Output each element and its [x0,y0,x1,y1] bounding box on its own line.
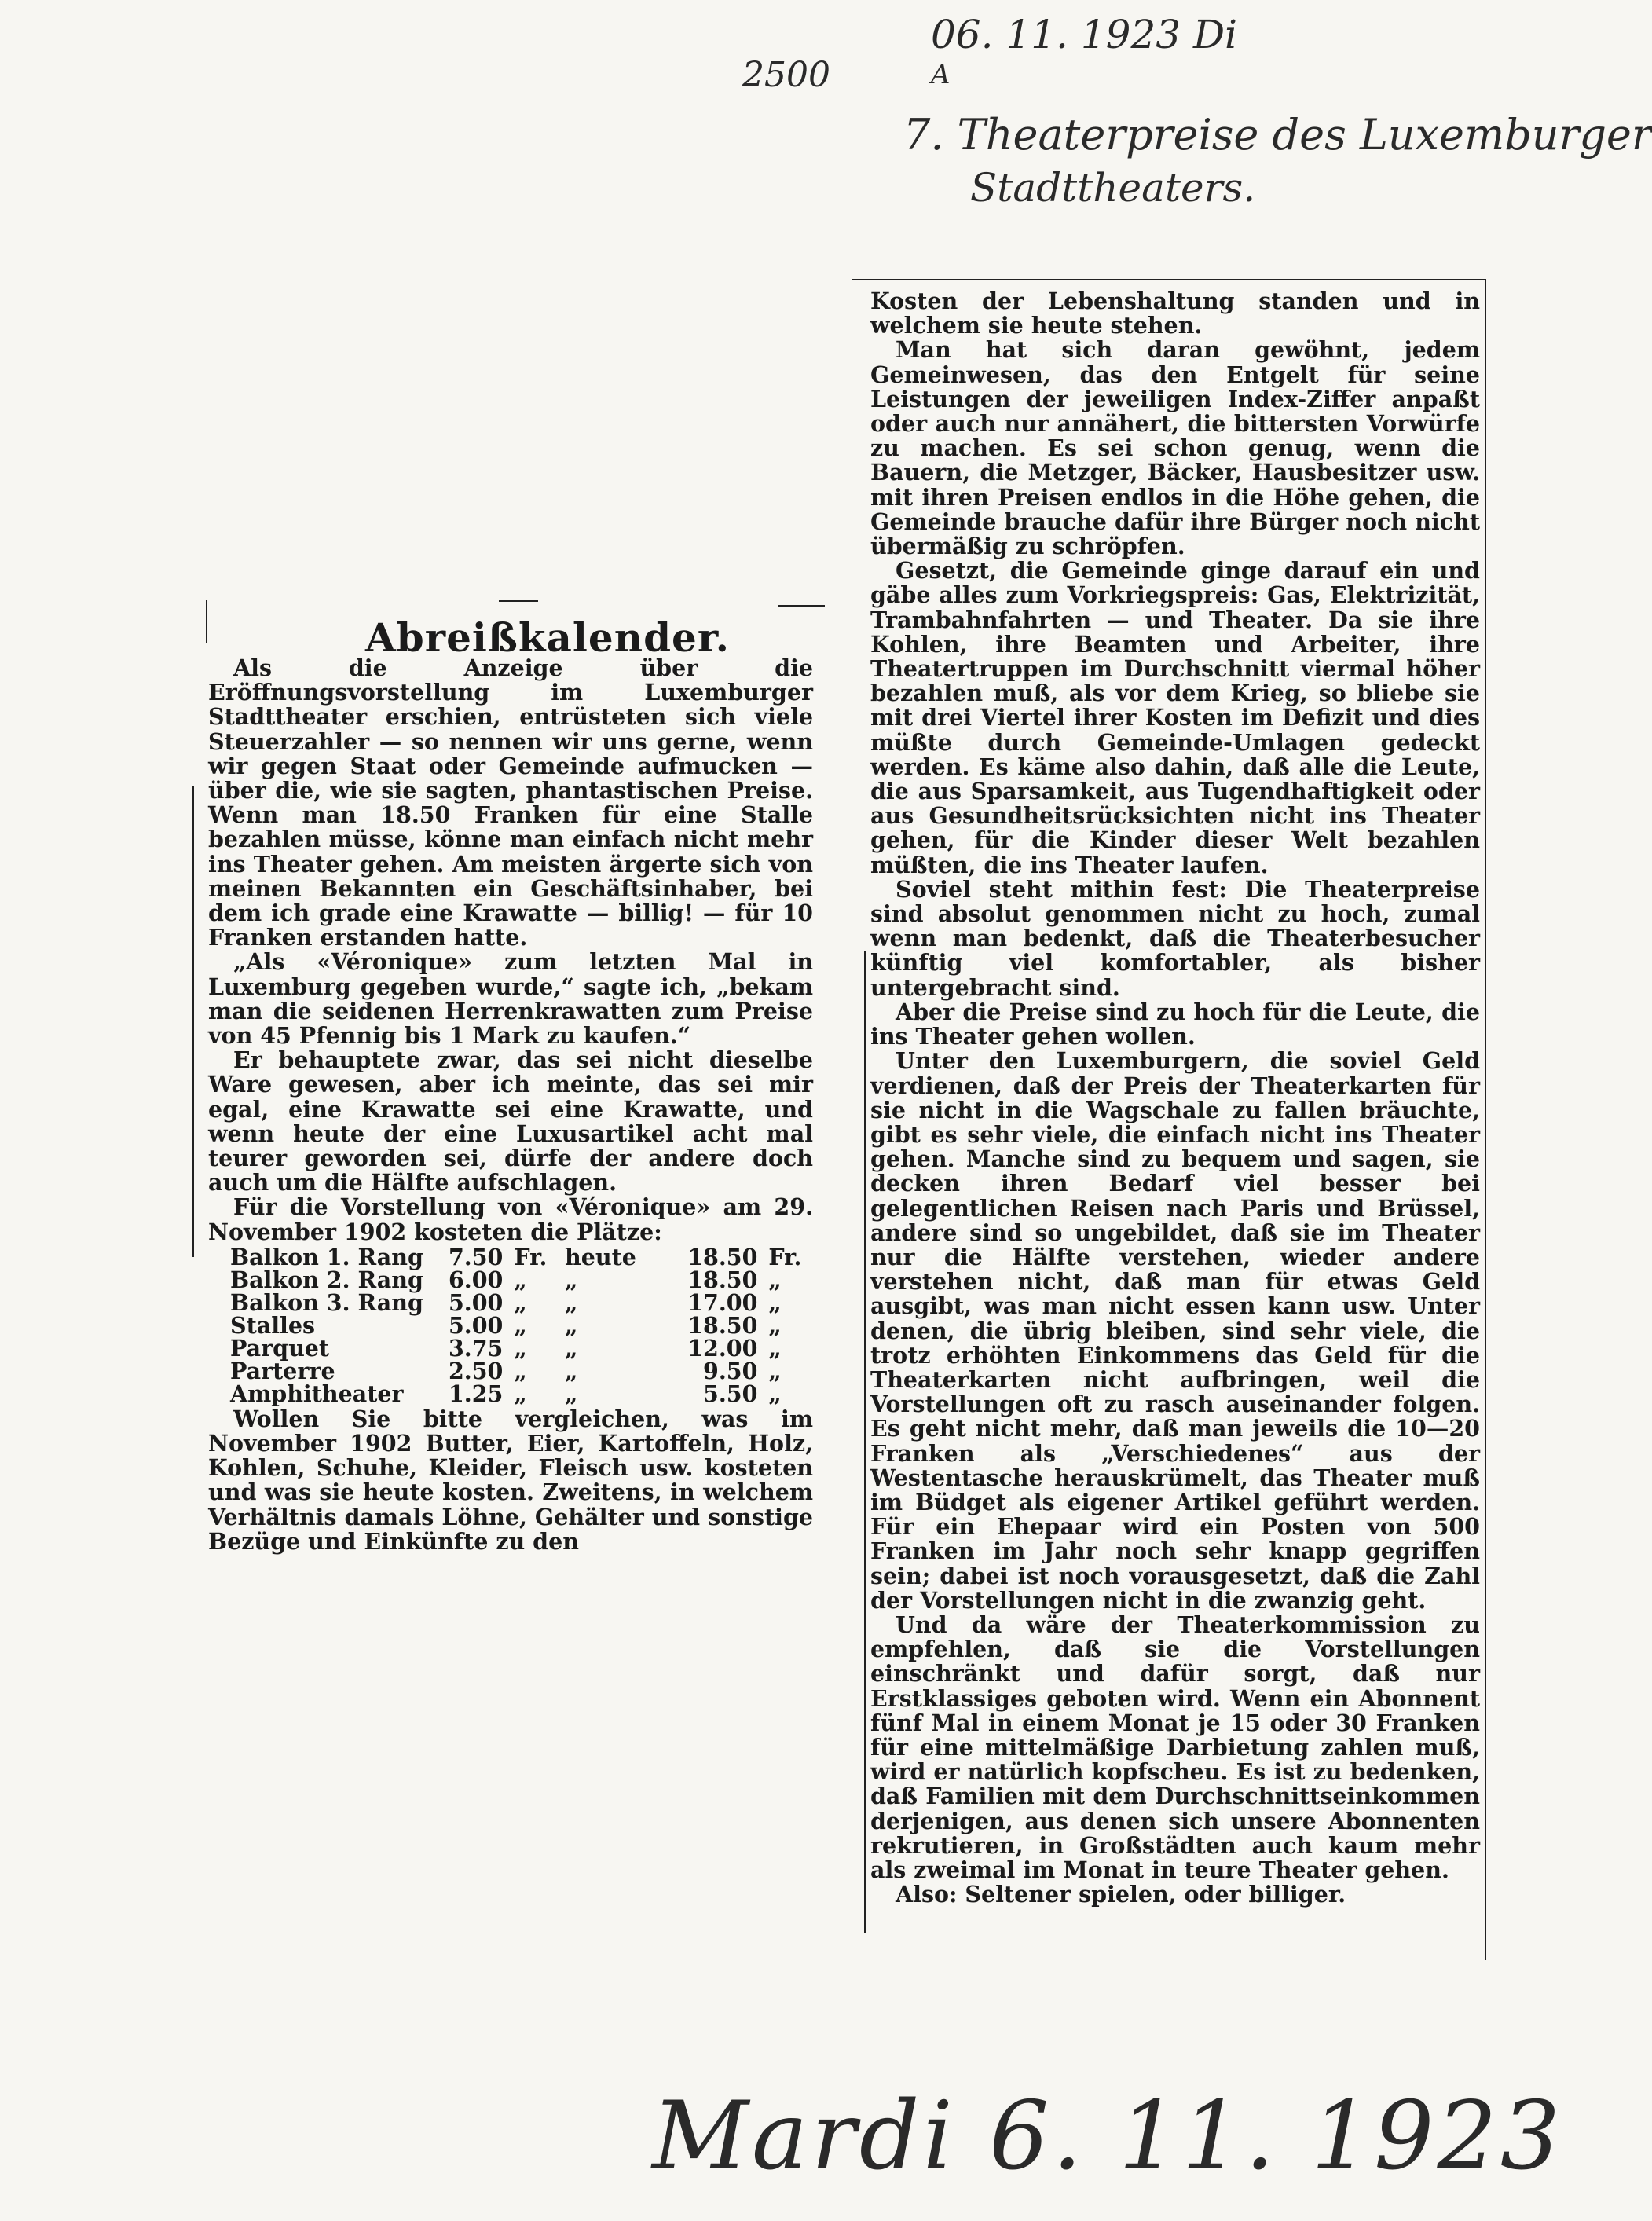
price-1902: 1.25 [448,1380,504,1407]
right-paragraph-4: Soviel steht mithin fest: Die Theaterpreise sind absolut genommen nicht zu hoch, zumal wenn man bedenkt, daß die Theaterbesucher künftig viel komfortabler, als bisher untergebracht sind. [870,875,1480,1001]
price-today-word: „ [565,1288,578,1316]
price-1902: 5.00 [448,1311,504,1339]
article-title: Abreißkalender. [365,614,731,661]
price-today-word: „ [565,1311,578,1339]
price-today: 17.00 [687,1288,758,1316]
price-today-word: „ [565,1334,578,1362]
left-paragraph-4: Für die Vorstellung von «Véronique» am 29. November 1902 kosteten die Plätze: [208,1193,813,1245]
left-paragraph-5: Wollen Sie bitte vergleichen, was im November 1902 Butter, Eier, Kartoffeln, Holz, Kohlen, Schuhe, Kleider, Fleisch usw. kosteten und was sie heute kosten. Zweitens, in welchem Verhältnis damals Löhne, Gehälter und sonstige Bezüge und Einkünfte zu den [208,1405,813,1555]
price-unit: „ [514,1334,527,1362]
price-row [230,1246,813,1269]
price-today-unit: Fr. [768,1243,802,1270]
price-row [230,1360,813,1383]
left-paragraph-2: „Als «Véronique» zum letzten Mal in Luxemburg gegeben wurde,“ sagte ich, „bekam man die seidenen Herrenkrawatten zum Preise von 45 Pfennig bis 1 Mark zu kaufen.“ [208,948,813,1050]
price-seat-name: Stalles [230,1311,316,1339]
right-paragraph-1: Kosten der Lebenshaltung standen und in welchem sie heute stehen. [870,288,1480,339]
price-seat-name: Parquet [230,1334,330,1362]
right-paragraph-8: Also: Seltener spielen, oder billiger. [896,1881,1346,1908]
right-paragraph-5: Aber die Preise sind zu hoch für die Leute, die ins Theater gehen wollen. [870,998,1480,1050]
clipping-edge-right-column-top [852,279,1485,280]
clipping-edge-left-top [206,600,207,643]
right-paragraph-7: Und da wäre der Theaterkommission zu empfehlen, daß sie die Vorstellungen einschränkt und dafür sorgt, daß nur Erstklassiges geboten wird. Wenn ein Abonnent fünf Mal in einem Monat je 15 oder 30 Franken für eine mittelmäßige Darbietung zahlen muß, wird er natürlich kopfscheu. Es ist zu bedenken, daß Familien mit dem Durchschnittseinkommen derjenigen, aus denen sich unsere Abonnenten rekrutieren, in Großstädten auch kaum mehr als zweimal im Monat in teure Theater gehen. [870,1611,1480,1883]
price-today-unit: „ [768,1334,782,1362]
price-table [230,1243,813,1407]
price-unit: „ [514,1288,527,1316]
price-1902: 5.00 [448,1288,504,1316]
price-seat-name: Amphitheater [230,1380,404,1407]
price-seat-name: Balkon 3. Rang [230,1288,423,1316]
price-unit: „ [514,1380,527,1407]
price-1902: 3.75 [448,1334,504,1362]
price-1902: 2.50 [448,1357,504,1384]
price-today: 18.50 [687,1243,758,1270]
price-today: 18.50 [687,1311,758,1339]
price-today: 5.50 [703,1380,758,1407]
price-unit: „ [514,1266,527,1293]
price-1902: 6.00 [448,1266,504,1293]
price-today: 18.50 [687,1266,758,1293]
price-today-unit: „ [768,1357,782,1384]
right-paragraph-3: Gesetzt, die Gemeinde ginge darauf ein und gäbe alles zum Vorkriegspreis: Gas, Elektrizität, Trambahnfahrten — und Theater. Da sie ihre Kohlen, ihre Beamten und Arbeiter, ihre Theatertruppen im Durchschnitt viermal höher bezahlen muß, als vor dem Krieg, so bliebe sie mit drei Viertel ihrer Kosten im Defizit und dies müßte durch Gemeinde-Umlagen gedeckt werden. Es käme also dahin, daß alle die Leute, die aus Sparsamkeit, aus Tugendhaftigkeit oder aus Gesundheitsrücksichten nicht ins Theater gehen, für die Kinder dieser Welt bezahlen müßten, die ins Theater laufen. [870,557,1480,878]
handwritten-mark: A [931,59,951,90]
price-today: 12.00 [687,1334,758,1362]
clipping-edge-left-column-side [192,786,194,1257]
handwritten-note-line1: 7. Theaterpreise des Luxemburger [903,110,1652,159]
price-row [230,1314,813,1337]
price-row [230,1337,813,1360]
clipping-rule-right [778,605,825,607]
price-seat-name: Balkon 2. Rang [230,1266,423,1293]
price-row [230,1292,813,1314]
price-today-unit: „ [768,1288,782,1316]
price-today-word: „ [565,1380,578,1407]
price-today-unit: „ [768,1311,782,1339]
left-paragraph-3: Er behauptete zwar, das sei nicht dieselbe Ware gewesen, aber ich meinte, das sei mir egal, eine Krawatte sei eine Krawatte, und wenn heute der eine Luxusartikel acht mal teurer geworden sei, dürfe der andere doch auch um die Hälfte aufschlagen. [208,1046,813,1197]
price-unit: Fr. [514,1243,548,1270]
price-today: 9.50 [703,1357,758,1384]
article-right-column [870,289,1480,1907]
clipping-rule-title [499,600,538,602]
handwritten-note-line2: Stadttheaters. [970,165,1256,211]
price-row [230,1383,813,1406]
handwritten-date-bottom: Mardi 6. 11. 1923 [652,2082,1564,2191]
handwritten-date-top: 06. 11. 1923 Di [931,12,1238,57]
handwritten-number: 2500 [742,55,830,95]
price-unit: „ [514,1311,527,1339]
price-today-word: „ [565,1357,578,1384]
clipping-edge-right-column-side [1485,279,1486,1960]
price-seat-name: Parterre [230,1357,335,1384]
right-paragraph-6: Unter den Luxemburgern, die soviel Geld verdienen, daß der Preis der Theaterkarten für sie nicht in die Wagschale zu fallen bräuchte, gibt es sehr viele, die einfach nicht ins Theater gehen. Manche sind zu bequem und sagen, sie decken ihren Bedarf viel besser bei gelegentlichen Reisen nach Paris und Brüssel, andere sind so ungebildet, daß sie im Theater nur die Hälfte verstehen, wieder andere verstehen nicht, daß man für etwas Geld ausgibt, was man nicht essen kann usw. Unter denen, die übrig bleiben, sind sehr viele, die trotz erhöhten Einkommens das Geld für die Theaterkarten nicht aufbringen, weil die Vorstellungen oft zu rasch auseinander folgen. Es geht nicht mehr, daß man jeweils die 10—20 Franken als „Verschiedenes“ aus der Westentasche herauskrümelt, das Theater muß im Büdget als eigener Artikel geführt werden. Für ein Ehepaar wird ein Posten von 500 Franken im Jahr noch sehr knapp gegriffen sein; dabei ist noch vorausgesetzt, daß die Zahl der Vorstellungen nicht in die zwanzig geht. [870,1047,1480,1614]
article-left-column [208,656,813,1554]
left-paragraph-1: Als die Anzeige über die Eröffnungsvorstellung im Luxemburger Stadttheater erschien, entrüsteten sich viele Steuerzahler — so nennen wir uns gerne, wenn wir gegen Staat oder Gemeinde aufmucken — über die, wie sie sagten, phantastischen Preise. Wenn man 18.50 Franken für eine Stalle bezahlen müsse, könne man einfach nicht mehr ins Theater gehen. Am meisten ärgerte sich von meinen Bekannten ein Geschäftsinhaber, bei dem ich grade eine Krawatte — billig! — für 10 Franken erstanden hatte. [208,654,813,951]
right-paragraph-2: Man hat sich daran gewöhnt, jedem Gemeinwesen, das den Entgelt für seine Leistungen der jeweiligen Index-Ziffer anpaßt oder auch nur annähert, die bittersten Vorwürfe zu machen. Es sei schon genug, wenn die Bauern, die Metzger, Bäcker, Hausbesitzer usw. mit ihren Preisen endlos in die Höhe gehen, die Gemeinde brauche dafür ihre Bürger noch nicht übermäßig zu schröpfen. [870,336,1480,560]
price-unit: „ [514,1357,527,1384]
price-1902: 7.50 [448,1243,504,1270]
price-today-word: heute [565,1243,636,1270]
clipping-edge-right-column-left [864,951,866,1933]
price-today-unit: „ [768,1380,782,1407]
price-row [230,1269,813,1292]
price-today-unit: „ [768,1266,782,1293]
price-seat-name: Balkon 1. Rang [230,1243,423,1270]
price-today-word: „ [565,1266,578,1293]
